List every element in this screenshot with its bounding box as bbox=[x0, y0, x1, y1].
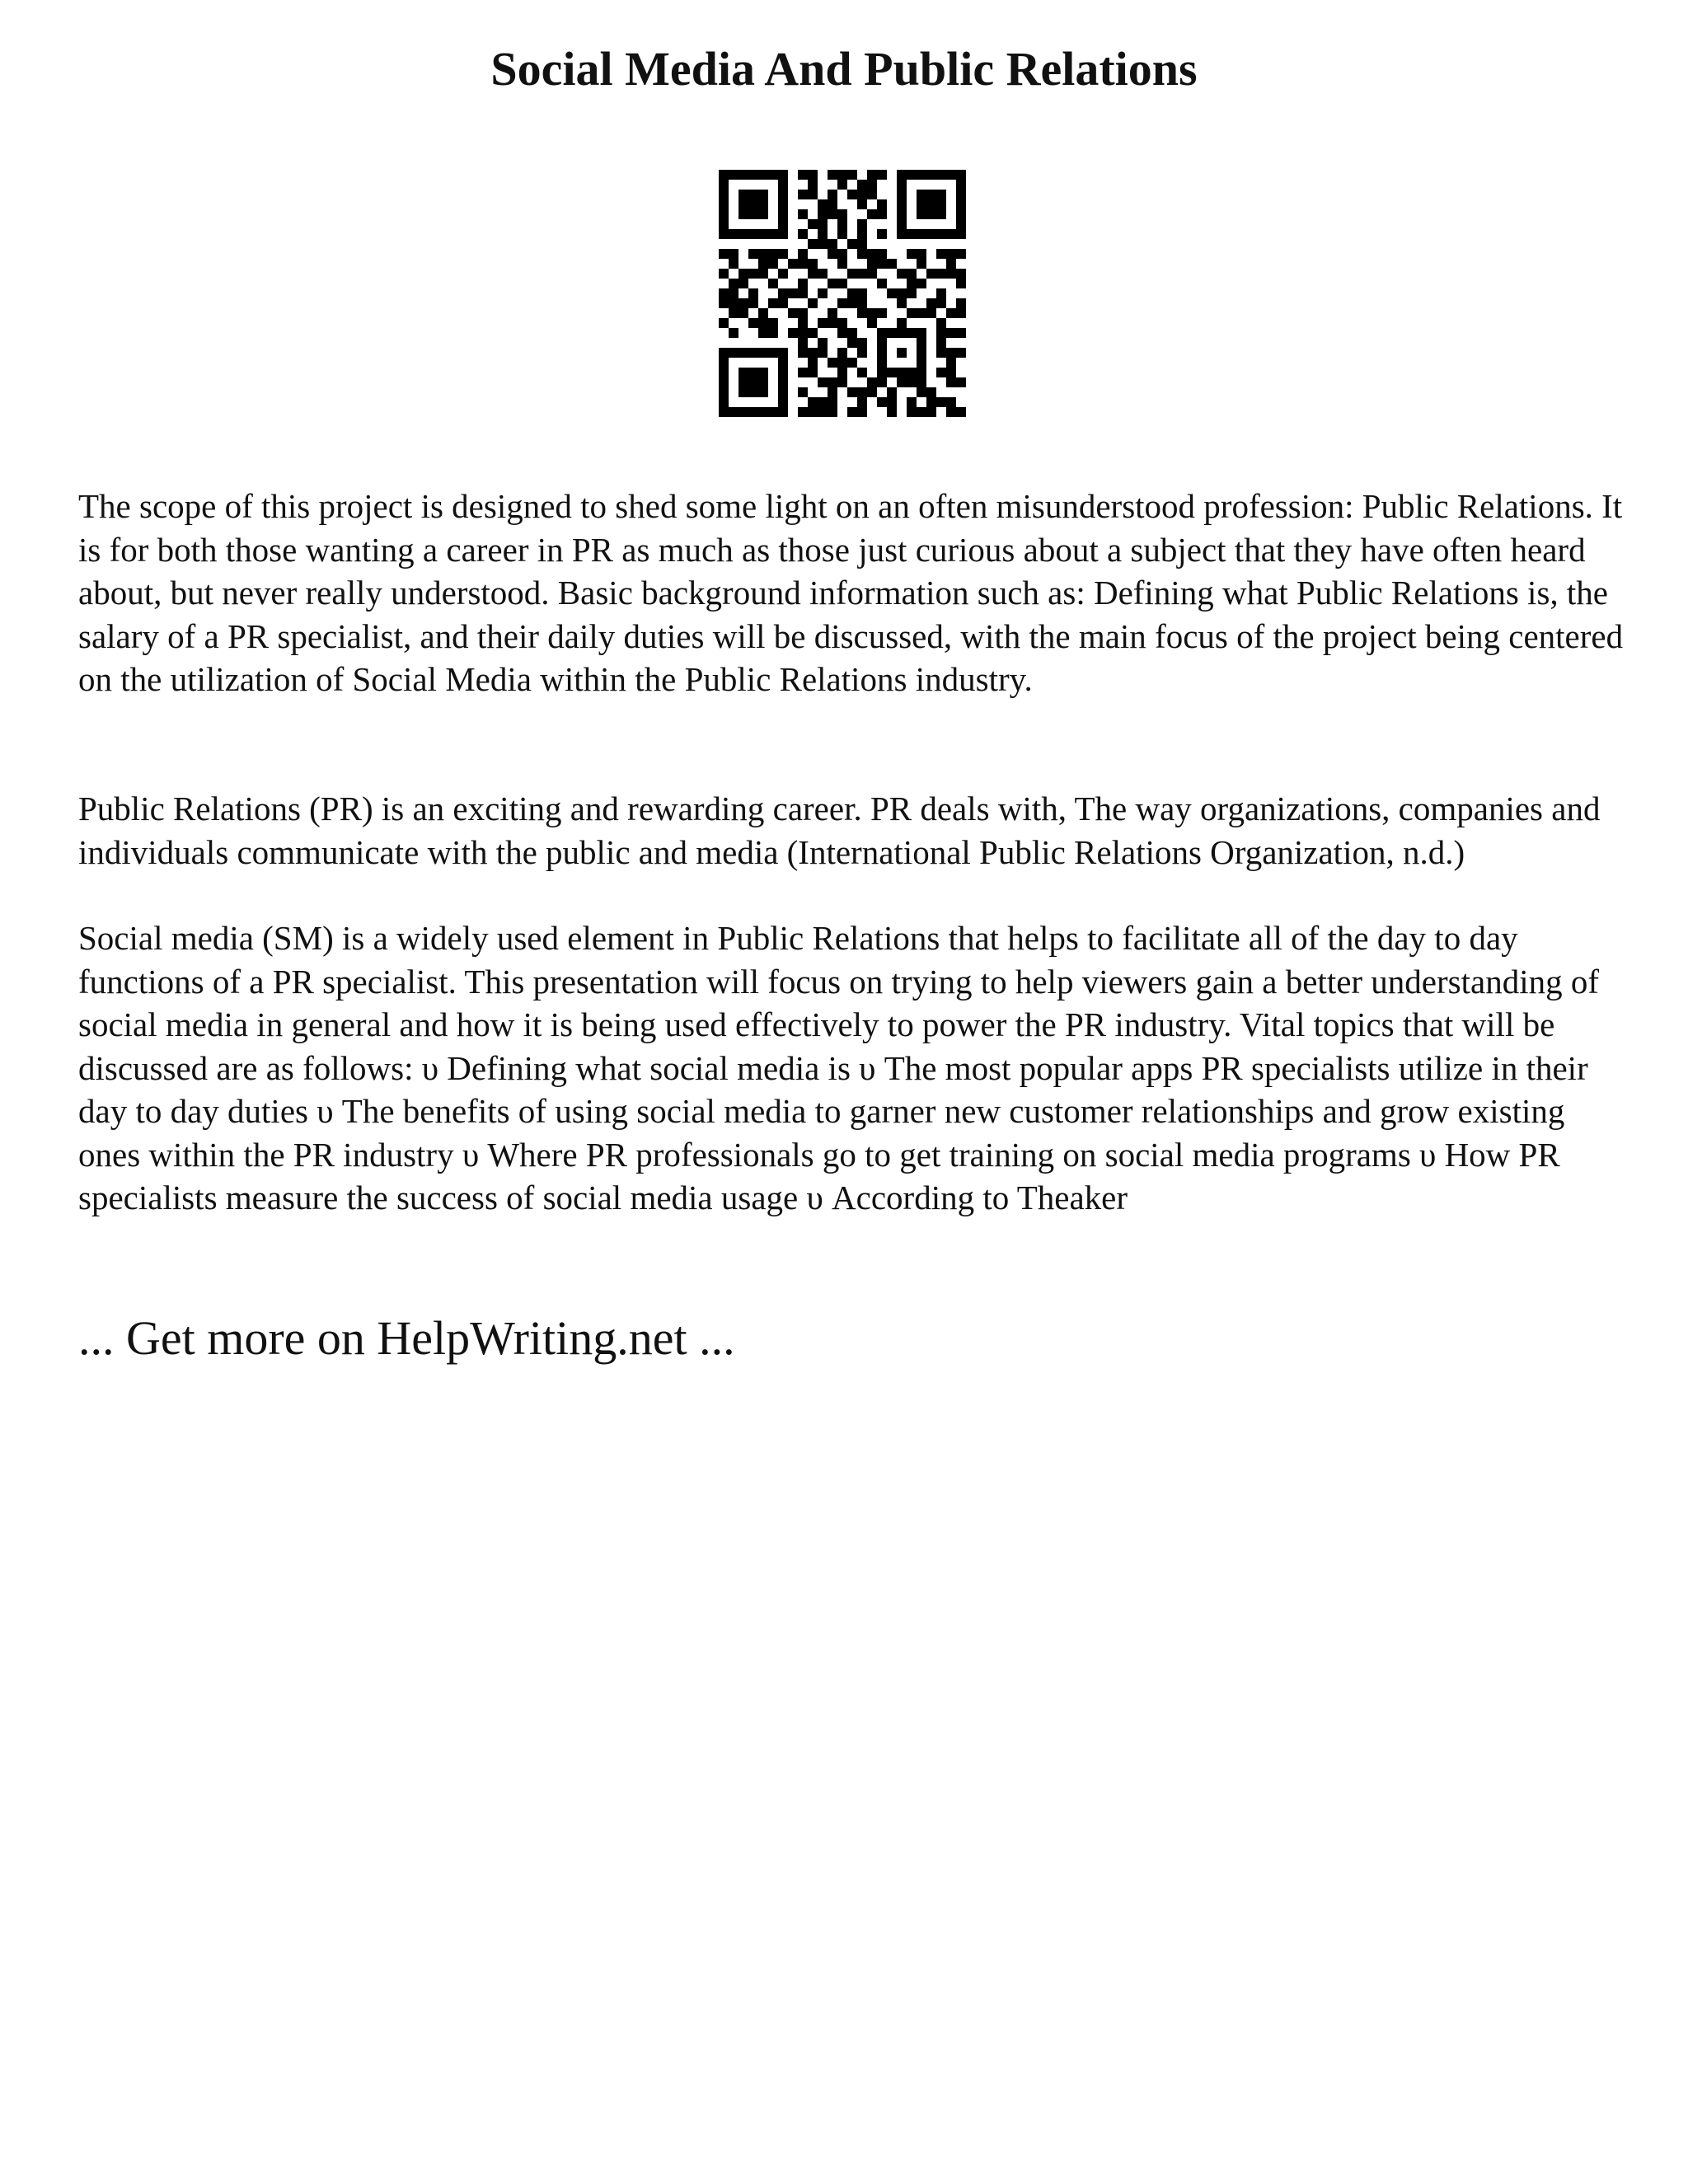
document-title: Social Media And Public Relations bbox=[490, 42, 1198, 96]
paragraph-pr-definition: Public Relations (PR) is an exciting and rewarding career. PR deals with, The way organizations, companies and individuals communicate with the public and media (International Public Relations Organization, n.d.) bbox=[78, 790, 1601, 871]
get-more-link[interactable]: ... Get more on HelpWriting.net ... bbox=[78, 1311, 735, 1365]
paragraph-social-media: Social media (SM) is a widely used element in Public Relations that helps to facilitate all of the day to day functions of a PR specialist. This presentation will focus on trying to help viewers gain a better understanding of social media in general and how it is being used effectively to power the PR industry. Vital topics that will be discussed are as follows: υ Defining what social media is υ The most popular apps PR specialists utilize in their day to day duties υ The benefits of using social media to garner new customer relationships and grow existing ones within the PR industry υ Where PR professionals go to get training on social media programs υ How PR specialists measure the success of social media usage υ According to Theaker bbox=[78, 919, 1599, 1216]
paragraph-intro: The scope of this project is designed to shed some light on an often misunderstood profession: Public Relations. It is for both those wanting a career in PR as much as those just curious about a subject that they have often heard about, but never really understood. Basic background information such as: Defining what Public Relations is, the salary of a PR specialist, and their daily duties will be discussed, with the main focus of the project being centered on the utilization of Social Media within the Public Relations industry. bbox=[78, 487, 1624, 698]
qr-code-icon bbox=[719, 170, 966, 417]
